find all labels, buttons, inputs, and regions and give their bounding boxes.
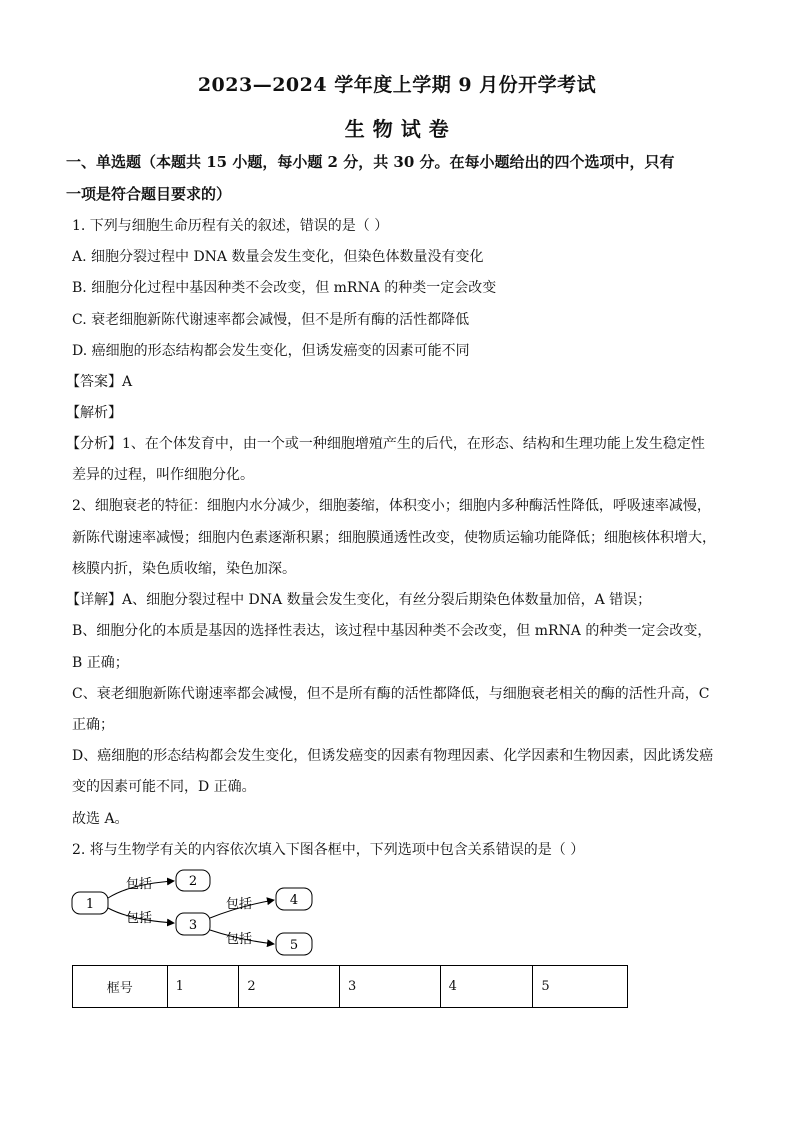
question-1-analysis-label: 【解析】 bbox=[66, 405, 122, 421]
analysis-line: 故选 A。 bbox=[72, 811, 129, 827]
analysis-line: C、衰老细胞新陈代谢速率都会减慢，但不是所有酶的活性都降低，与细胞衰老相关的酶的活性升高，C bbox=[72, 686, 710, 702]
arrow-label: 包括 bbox=[226, 897, 253, 912]
table-header-cell: 3 bbox=[340, 966, 441, 1007]
analysis-line: 2、细胞衰老的特征：细胞内水分减少，细胞萎缩，体积变小；细胞内多种酶活性降低，呼吸速率减慢， bbox=[72, 498, 711, 514]
table-header-cell: 4 bbox=[441, 966, 534, 1007]
box-3-label: 3 bbox=[188, 918, 198, 933]
box-2 bbox=[176, 870, 210, 891]
box-3 bbox=[176, 913, 210, 935]
inclusion-diagram bbox=[70, 862, 330, 962]
question-1-option-b: B. 细胞分化过程中基因种类不会改变，但 mRNA 的种类一定会改变 bbox=[72, 280, 497, 296]
table-header-cell: 1 bbox=[168, 966, 240, 1007]
analysis-line: 【分析】1、在个体发育中，由一个或一种细胞增殖产生的后代，在形态、结构和生理功能上发生稳定性 bbox=[66, 436, 705, 452]
answer-table bbox=[72, 965, 628, 1008]
question-2-stem: 2. 将与生物学有关的内容依次填入下图各框中，下列选项中包含关系错误的是（ ） bbox=[72, 842, 585, 858]
box-4-label: 4 bbox=[289, 893, 299, 908]
analysis-line: D、癌细胞的形态结构都会发生变化，但诱发癌变的因素有物理因素、化学因素和生物因素，因此诱发癌 bbox=[72, 748, 714, 764]
arrow-label: 包括 bbox=[126, 911, 153, 926]
analysis-line: B 正确； bbox=[72, 655, 129, 671]
box-5-label: 5 bbox=[289, 938, 299, 953]
arrow-label: 包括 bbox=[226, 932, 253, 947]
analysis-line: 【详解】A、细胞分裂过程中 DNA 数量会发生变化，有丝分裂后期染色体数量加倍，A 错误； bbox=[66, 592, 652, 608]
table-header-cell: 框号 bbox=[73, 966, 168, 1007]
question-1-stem: 1. 下列与细胞生命历程有关的叙述，错误的是（ ） bbox=[72, 218, 389, 234]
analysis-line: 核膜内折，染色质收缩，染色加深。 bbox=[72, 561, 296, 577]
table-header-cell: 2 bbox=[239, 966, 340, 1007]
analysis-line: 正确； bbox=[72, 717, 114, 733]
analysis-line: B、细胞分化的本质是基因的选择性表达，该过程中基因种类不会改变，但 mRNA 的种类一定会改变， bbox=[72, 623, 712, 639]
question-1-option-d: D. 癌细胞的形态结构都会发生变化，但诱发癌变的因素可能不同 bbox=[72, 343, 470, 359]
analysis-line: 差异的过程，叫作细胞分化。 bbox=[72, 467, 254, 483]
subject-title: 生 物 试 卷 bbox=[344, 117, 450, 141]
question-1-answer: 【答案】A bbox=[66, 374, 133, 390]
box-1 bbox=[72, 892, 108, 914]
question-1-option-a: A. 细胞分裂过程中 DNA 数量会发生变化，但染色体数量没有变化 bbox=[72, 249, 484, 265]
arrow-label: 包括 bbox=[126, 877, 153, 892]
question-1-option-c: C. 衰老细胞新陈代谢速率都会减慢，但不是所有酶的活性都降低 bbox=[72, 312, 470, 328]
analysis-line: 变的因素可能不同，D 正确。 bbox=[72, 779, 256, 795]
section-heading-line1: 一、单选题（本题共 15 小题，每小题 2 分，共 30 分。在每小题给出的四个选项中，只有 bbox=[66, 153, 675, 171]
box-2-label: 2 bbox=[188, 874, 198, 889]
section-heading-line2: 一项是符合题目要求的） bbox=[66, 185, 232, 203]
table-header-cell: 5 bbox=[541, 979, 550, 994]
analysis-line: 新陈代谢速率减慢；细胞内色素逐渐积累；细胞膜通透性改变，使物质运输功能降低；细胞核体积增大， bbox=[72, 530, 716, 546]
box-1-label: 1 bbox=[85, 897, 95, 912]
exam-title: 2023—2024 学年度上学期 9 月份开学考试 bbox=[197, 74, 597, 96]
box-4 bbox=[276, 888, 312, 910]
inclusion-diagram-svg bbox=[70, 862, 330, 962]
box-5 bbox=[276, 933, 312, 955]
